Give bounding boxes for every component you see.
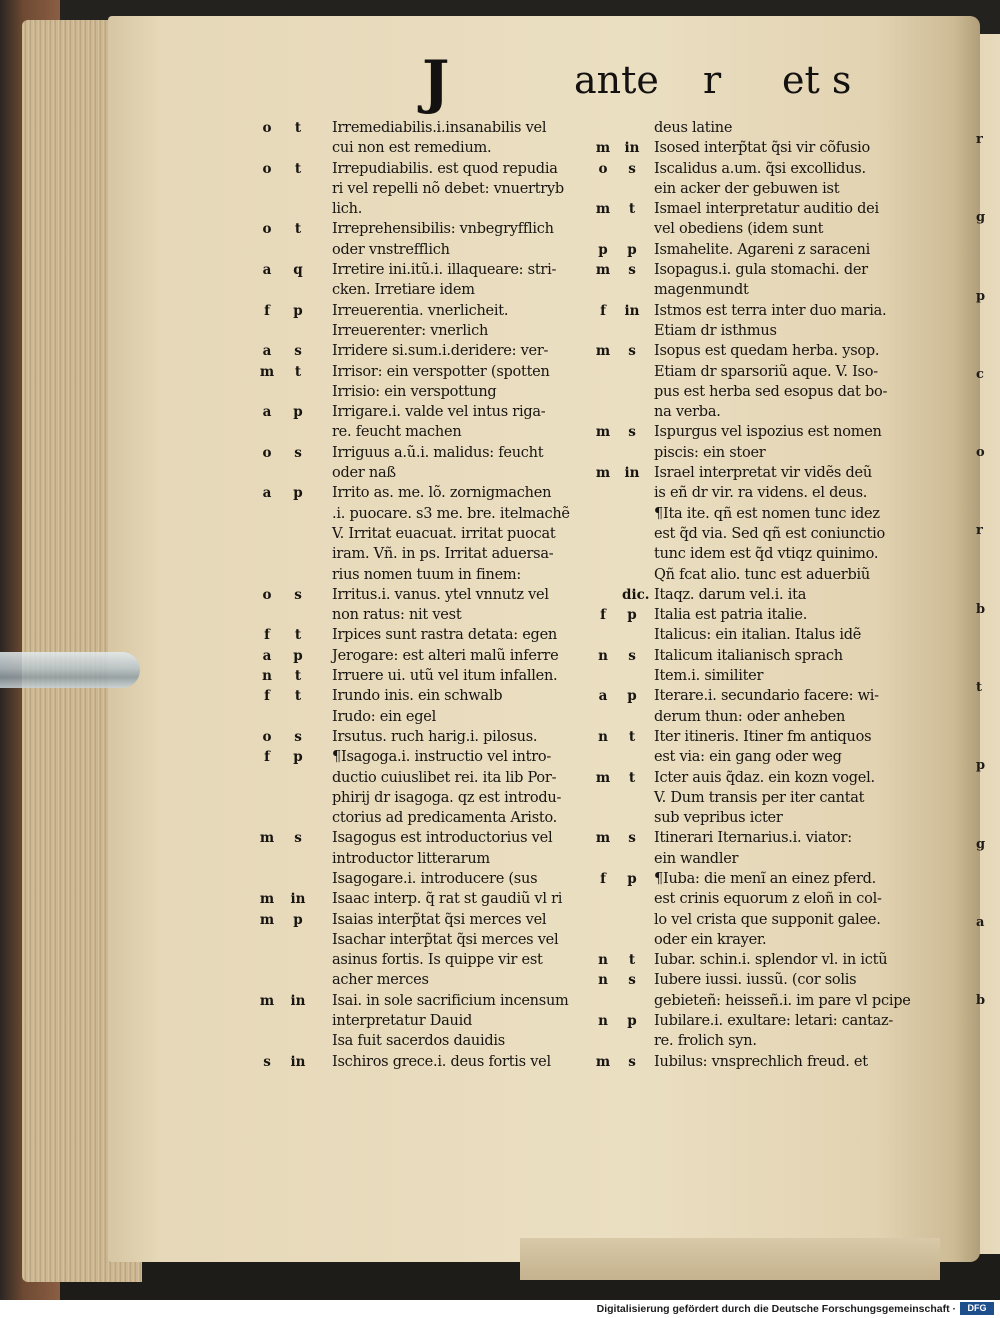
entry-text: Etiam dr sparsoriũ aque. V. Iso- (654, 363, 878, 380)
declension-mark: p (627, 1013, 637, 1030)
declension-mark: p (293, 647, 303, 664)
gender-mark: m (259, 911, 275, 928)
entry-line (258, 950, 598, 970)
entry-line (258, 788, 598, 808)
entry-line (576, 321, 926, 341)
entry-line (576, 280, 926, 300)
entry-text: Irrigare.i. valde vel intus riga- (332, 404, 546, 421)
entry-line (258, 118, 598, 138)
entry-text: Irriguus a.ũ.i. malidus: feucht (332, 444, 544, 461)
declension-mark: in (290, 891, 306, 908)
entry-text: Jerogare: est alteri malũ inferre (332, 647, 559, 664)
gender-mark: a (262, 343, 272, 360)
entry-text: Irreuerentia. vnerlicheit. (332, 302, 509, 319)
entry-line (576, 443, 926, 463)
header-word-1: ante (574, 58, 659, 102)
declension-mark: t (628, 952, 636, 969)
gender-mark: a (262, 262, 272, 279)
entry-text: Isai. in sole sacrificium incensum (332, 992, 569, 1009)
entry-text: ¶Ita ite. qñ est nomen tunc idez (654, 505, 880, 522)
gender-mark: o (262, 120, 272, 136)
entry-text: ductio cuiuslibet rei. ita lib Por- (332, 769, 557, 786)
declension-mark: s (628, 262, 636, 279)
entry-line (258, 159, 598, 179)
gender-mark: a (262, 485, 272, 502)
entry-line (576, 260, 926, 280)
declension-mark: t (294, 688, 302, 705)
entry-text: ¶Isagoga.i. instructio vel intro- (332, 749, 552, 766)
entry-text: interpretatur Dauid (332, 1013, 473, 1030)
entry-line (258, 280, 598, 300)
entry-text: Irrepudiabilis. est quod repudia (332, 160, 558, 177)
entry-text: Qñ fcat alio. tunc est aduerbiũ (654, 566, 870, 583)
declension-mark: s (628, 1053, 636, 1070)
side-fragment: t (976, 680, 983, 696)
entry-text: Item.i. similiter (654, 668, 764, 685)
gender-mark: m (259, 891, 275, 908)
gender-mark: m (259, 830, 275, 847)
entry-text: Iter itineris. Itiner fm antiquos (654, 728, 872, 745)
entry-text: Iubilare.i. exultare: letari: cantaz- (654, 1013, 894, 1030)
entry-line (576, 524, 926, 544)
entry-line (576, 605, 926, 625)
entry-line (576, 707, 926, 727)
gender-mark: f (264, 749, 270, 766)
entry-line (258, 727, 598, 747)
gender-mark: m (259, 992, 275, 1009)
entry-line (576, 1052, 926, 1072)
entry-line (258, 747, 598, 767)
entry-line (258, 910, 598, 930)
entry-line (258, 138, 598, 158)
side-fragment: c (976, 366, 984, 382)
entry-text: Istmos est terra inter duo maria. (654, 302, 887, 319)
entry-line (258, 483, 598, 503)
entry-line (576, 869, 926, 889)
side-fragment: p (976, 288, 986, 304)
entry-line (258, 930, 598, 950)
left-column (258, 118, 598, 1072)
gender-mark: o (262, 586, 272, 603)
declension-mark: in (290, 1053, 306, 1070)
entry-line (258, 808, 598, 828)
declension-mark: in (624, 140, 640, 157)
entry-line (576, 950, 926, 970)
entry-line (576, 727, 926, 747)
declension-mark: s (628, 424, 636, 441)
entry-line (576, 565, 926, 585)
entry-text: Iscalidus a.um. q̃si excollidus. (654, 160, 866, 177)
entry-text: oder vnstrefflich (332, 241, 450, 258)
entry-line (258, 585, 598, 605)
declension-mark: in (624, 465, 640, 482)
declension-mark: dic. (622, 586, 650, 603)
entry-line (576, 991, 926, 1011)
declension-mark: t (294, 363, 302, 380)
entry-text: Italicus: ein italian. Italus idẽ (654, 627, 862, 644)
dfg-logo: DFG (960, 1302, 994, 1315)
entry-line (576, 301, 926, 321)
declension-mark: t (294, 120, 302, 136)
entry-text: Irsutus. ruch harig.i. pilosus. (332, 728, 538, 745)
gender-mark: m (595, 424, 611, 441)
entry-line (258, 382, 598, 402)
entry-text: Iubar. schin.i. splendor vl. in ictũ (654, 952, 888, 969)
entry-line (576, 402, 926, 422)
entry-text: rius nomen tuum in finem: (332, 566, 522, 583)
entry-text: est via: ein gang oder weg (654, 749, 842, 766)
gender-mark: n (598, 728, 608, 745)
entry-text: ctorius ad predicamenta Aristo. (332, 810, 558, 827)
entry-line (576, 788, 926, 808)
side-fragment: p (976, 758, 986, 774)
gender-mark: f (600, 870, 606, 887)
declension-mark: t (294, 627, 302, 644)
gender-mark: m (595, 1053, 611, 1070)
entry-line (576, 118, 926, 138)
gender-mark: a (598, 688, 608, 705)
entry-text: Irpices sunt rastra detata: egen (332, 627, 557, 644)
declension-mark: in (290, 992, 306, 1009)
entry-line (258, 849, 598, 869)
entry-line (258, 1052, 598, 1072)
entry-text: Irremediabilis.i.insanabilis vel (332, 120, 547, 136)
side-fragment: g (976, 210, 986, 226)
entry-line (258, 991, 598, 1011)
facing-page-fragments (976, 130, 1000, 1012)
entry-line (258, 666, 598, 686)
entry-line (576, 362, 926, 382)
entry-text: iram. Vñ. in ps. Irritat aduersa- (332, 546, 554, 563)
entry-line (576, 666, 926, 686)
entry-line (258, 463, 598, 483)
entry-text: re. frolich syn. (654, 1033, 757, 1050)
entry-line (258, 768, 598, 788)
entry-line (258, 544, 598, 564)
side-fragment: r (976, 523, 983, 539)
entry-text: Israel interpretat vir vidẽs deũ (654, 465, 872, 482)
entry-line (576, 159, 926, 179)
entry-text: non ratus: nit vest (332, 607, 462, 624)
entry-text: .i. puocare. s3 me. bre. itelmachẽ (332, 505, 570, 522)
gender-mark: o (262, 160, 272, 177)
entry-line (258, 179, 598, 199)
entry-text: acher merces (332, 972, 429, 989)
declension-mark: s (628, 343, 636, 360)
entry-text: Irundo inis. ein schwalb (332, 688, 503, 705)
declension-mark: t (628, 769, 636, 786)
entry-text: ein acker der gebuwen ist (654, 180, 840, 197)
entry-line (258, 565, 598, 585)
entry-line (576, 686, 926, 706)
entry-text: ein wandler (654, 850, 739, 867)
entry-line (258, 646, 598, 666)
gender-mark: m (259, 363, 275, 380)
declension-mark: s (294, 586, 302, 603)
gender-mark: a (262, 647, 272, 664)
gender-mark: n (598, 952, 608, 969)
declension-mark: q (293, 262, 303, 279)
side-fragment: r (976, 132, 983, 147)
entry-text: Itaqz. darum vel.i. ita (654, 586, 807, 603)
header-letter: J (422, 48, 450, 116)
entry-line (258, 889, 598, 909)
gender-mark: m (595, 201, 611, 218)
entry-text: is eñ dr vir. ra videns. el deus. (654, 485, 868, 502)
gender-mark: m (595, 343, 611, 360)
entry-line (576, 828, 926, 848)
side-fragment: o (976, 445, 985, 461)
entry-text: Iubilus: vnsprechlich freud. et (654, 1053, 868, 1070)
gender-mark: f (264, 688, 270, 705)
gender-mark: f (264, 627, 270, 644)
entry-text: Italia est patria italie. (654, 607, 808, 624)
gender-mark: m (595, 262, 611, 279)
entry-line (258, 443, 598, 463)
entry-text: ¶Iuba: die menĩ an einez pferd. (654, 870, 877, 887)
entry-line (258, 362, 598, 382)
entry-text: Icter auis q̃daz. ein kozn vogel. (654, 769, 875, 786)
entry-text: re. feucht machen (332, 424, 462, 441)
entry-text: Isachar interp̃tat q̃si merces vel (332, 931, 559, 948)
gender-mark: p (598, 241, 608, 258)
entry-text: Irudo: ein egel (332, 708, 437, 725)
entry-text: pus est herba sed esopus dat bo- (654, 383, 888, 400)
entry-text: Isosed interp̃tat q̃si vir cõfusio (654, 140, 871, 157)
entry-text: gebieteñ: heisseñ.i. im pare vl pcipe (654, 992, 911, 1009)
entry-text: Isopagus.i. gula stomachi. der (654, 262, 868, 279)
entry-line (576, 240, 926, 260)
declension-mark: p (293, 485, 303, 502)
gender-mark: f (264, 302, 270, 319)
entry-line (258, 301, 598, 321)
entry-text: Irrisio: ein verspottung (332, 383, 497, 400)
entry-text: Isagogus est introductorius vel (332, 830, 553, 847)
entry-line (576, 849, 926, 869)
entry-text: lich. (332, 201, 363, 218)
entry-line (576, 768, 926, 788)
entry-text: Irrisor: ein verspotter (spotten (332, 363, 550, 380)
entry-text: Irreprehensibilis: vnbegryfflich (332, 221, 554, 238)
entry-line (576, 483, 926, 503)
entry-text: sub vepribus icter (654, 810, 783, 827)
declension-mark: s (294, 343, 302, 360)
header-word-2: r (703, 58, 722, 102)
gender-mark: s (263, 1053, 271, 1070)
gender-mark: n (598, 647, 608, 664)
entry-text: V. Dum transis per iter cantat (654, 789, 865, 806)
entry-text: V. Irritat euacuat. irritat puocat (332, 525, 556, 542)
entry-text: Isagogare.i. introducere (sus (332, 870, 538, 887)
gender-mark: o (262, 728, 272, 745)
entry-line (576, 625, 926, 645)
entry-text: Iubere iussi. iussũ. (cor solis (654, 972, 857, 989)
side-fragment: a (976, 914, 985, 930)
declension-mark: s (628, 647, 636, 664)
entry-line (258, 422, 598, 442)
declension-mark: p (293, 911, 303, 928)
entry-line (258, 605, 598, 625)
entry-text: Ischiros grece.i. deus fortis vel (332, 1053, 551, 1070)
gender-mark: n (598, 972, 608, 989)
entry-text: est crinis equorum z eloñ in col- (654, 891, 882, 908)
entry-line (576, 585, 926, 605)
entry-text: cken. Irretiare idem (332, 282, 475, 299)
side-fragment: g (976, 836, 986, 852)
declension-mark: p (627, 688, 637, 705)
declension-mark: s (628, 160, 636, 177)
gender-mark: n (598, 1013, 608, 1030)
entry-text: Irrito as. me. lõ. zornigmachen (332, 485, 552, 502)
entry-line (258, 240, 598, 260)
declension-mark: p (293, 404, 303, 421)
entry-text: Etiam dr isthmus (654, 322, 777, 339)
entry-line (258, 1031, 598, 1051)
entry-text: phirij dr isagoga. qz est introdu- (332, 789, 562, 806)
gender-mark: m (595, 769, 611, 786)
entry-text: lo vel crista que supponit galee. (654, 911, 881, 928)
entry-line (576, 889, 926, 909)
entry-line (576, 422, 926, 442)
entry-line (258, 869, 598, 889)
gender-mark: a (262, 404, 272, 421)
gender-mark: m (595, 830, 611, 847)
entry-text: Irruere ui. utũ vel itum infallen. (332, 668, 558, 685)
entry-line (576, 219, 926, 239)
gender-mark: m (595, 140, 611, 157)
entry-text: Isaias interp̃tat q̃si merces vel (332, 911, 547, 928)
gender-mark: o (262, 221, 272, 238)
entry-text: Irreuerenter: vnerlich (332, 322, 489, 339)
entry-text: Isaac interp. q̃ rat st gaudiũ vl ri (332, 891, 563, 908)
declension-mark: t (628, 201, 636, 218)
declension-mark: s (628, 830, 636, 847)
entry-text: Irretire ini.itũ.i. illaqueare: stri- (332, 262, 557, 279)
entry-line (576, 646, 926, 666)
declension-mark: p (627, 607, 637, 624)
entry-line (258, 341, 598, 361)
entry-text: oder ein krayer. (654, 931, 767, 948)
entry-line (576, 199, 926, 219)
entry-text: est q̃d via. Sed qñ est coniunctio (654, 525, 885, 542)
entry-text: na verba. (654, 404, 721, 421)
right-column (576, 118, 926, 1072)
entry-text: magenmundt (654, 282, 749, 299)
entry-line (576, 341, 926, 361)
entry-line (576, 504, 926, 524)
entry-text: ri vel repelli nõ debet: vnuertryb (332, 180, 564, 197)
entry-line (258, 402, 598, 422)
declension-mark: p (293, 749, 303, 766)
entry-line (576, 808, 926, 828)
gender-mark: o (262, 444, 272, 461)
entry-line (576, 970, 926, 990)
entry-line (576, 930, 926, 950)
entry-text: Ismael interpretatur auditio dei (654, 201, 879, 218)
entry-line (258, 219, 598, 239)
declension-mark: s (628, 972, 636, 989)
declension-mark: t (294, 160, 302, 177)
entry-line (258, 260, 598, 280)
declension-mark: s (294, 830, 302, 847)
entry-text: deus latine (654, 120, 733, 136)
entry-text: Ispurgus vel ispozius est nomen (654, 424, 882, 441)
gender-mark: o (598, 160, 608, 177)
entry-text: Itinerari Iternarius.i. viator: (654, 830, 852, 847)
entry-line (258, 707, 598, 727)
entry-line (576, 544, 926, 564)
entry-text: asinus fortis. Is quippe vir est (332, 952, 543, 969)
entry-line (576, 910, 926, 930)
side-fragment: b (976, 601, 986, 617)
entry-text: Italicum italianisch sprach (654, 647, 843, 664)
entry-line (576, 463, 926, 483)
entry-text: Isa fuit sacerdos dauidis (332, 1033, 505, 1050)
entry-line (576, 382, 926, 402)
entry-text: Isopus est quedam herba. ysop. (654, 343, 880, 360)
declension-mark: s (294, 728, 302, 745)
declension-mark: p (627, 870, 637, 887)
entry-text: tunc idem est q̃d vtiqz quinimo. (654, 546, 879, 563)
bookmark-strip (0, 652, 140, 688)
declension-mark: t (628, 728, 636, 745)
declension-mark: p (293, 302, 303, 319)
entry-line (258, 686, 598, 706)
entry-line (258, 321, 598, 341)
entry-line (258, 199, 598, 219)
entry-text: cui non est remedium. (332, 140, 492, 157)
gender-mark: n (262, 668, 272, 685)
entry-text: oder naß (332, 465, 396, 482)
entry-line (258, 828, 598, 848)
header-word-3: et s (782, 58, 852, 102)
entry-line (258, 1011, 598, 1031)
entry-line (258, 504, 598, 524)
side-fragment: b (976, 993, 986, 1009)
declension-mark: p (627, 241, 637, 258)
entry-text: Ismahelite. Agareni z saraceni (654, 241, 870, 258)
entry-line (576, 138, 926, 158)
entry-line (576, 179, 926, 199)
entry-line (576, 1011, 926, 1031)
declension-mark: t (294, 221, 302, 238)
entry-text: piscis: ein stoer (654, 444, 766, 461)
entry-line (576, 1031, 926, 1051)
entry-line (576, 747, 926, 767)
declension-mark: in (624, 302, 640, 319)
entry-line (258, 970, 598, 990)
gender-mark: f (600, 607, 606, 624)
gender-mark: m (595, 465, 611, 482)
entry-text: Irritus.i. vanus. ytel vnnutz vel (332, 586, 549, 603)
gender-mark: f (600, 302, 606, 319)
entry-line (258, 625, 598, 645)
declension-mark: t (294, 668, 302, 685)
credit-text: Digitalisierung gefördert durch die Deutsche Forschungsgemeinschaft · (596, 1303, 956, 1315)
bottom-fold (520, 1238, 940, 1280)
entry-text: vel obediens (idem sunt (654, 221, 824, 238)
entry-line (258, 524, 598, 544)
entry-text: introductor litterarum (332, 850, 490, 867)
entry-text: Irridere si.sum.i.deridere: ver- (332, 343, 549, 360)
declension-mark: s (294, 444, 302, 461)
entry-text: derum thun: oder anheben (654, 708, 846, 725)
entry-text: Iterare.i. secundario facere: wi- (654, 688, 879, 705)
